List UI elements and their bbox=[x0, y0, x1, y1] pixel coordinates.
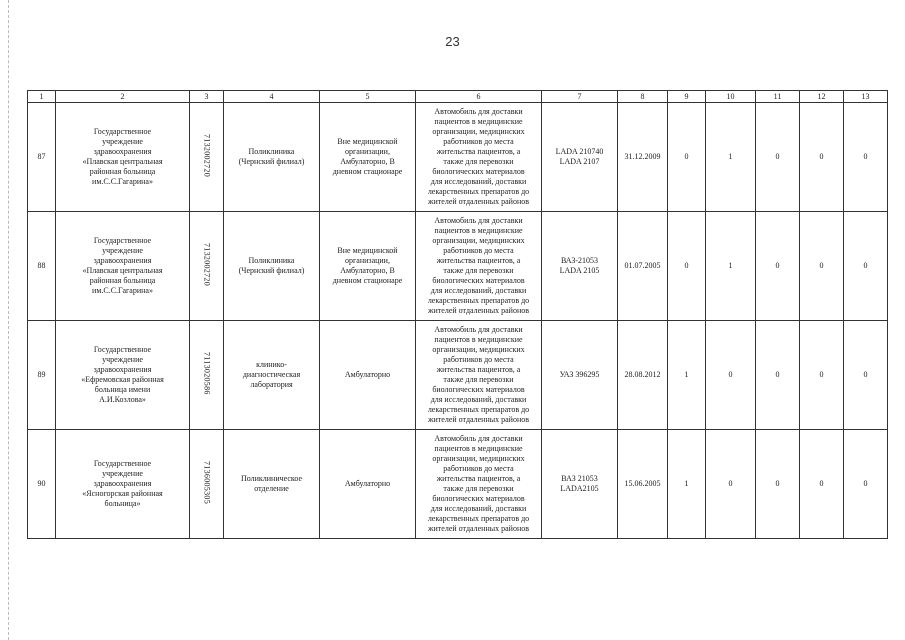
organization-name: Государственное учреждение здравоохранения «Плавская центральная районная больница им.С.С.Гагарина» bbox=[56, 103, 190, 212]
row-number: 89 bbox=[28, 321, 56, 430]
count-col-10: 0 bbox=[706, 321, 756, 430]
organization-name: Государственное учреждение здравоохранения «Плавская центральная районная больница им.С.С.Гагарина» bbox=[56, 212, 190, 321]
count-col-11: 0 bbox=[756, 321, 800, 430]
count-col-13: 0 bbox=[844, 212, 888, 321]
issue-date: 15.06.2005 bbox=[618, 430, 668, 539]
page-number: 23 bbox=[445, 34, 460, 49]
issue-date: 01.07.2005 bbox=[618, 212, 668, 321]
count-col-9: 1 bbox=[668, 430, 706, 539]
inn-cell bbox=[190, 321, 224, 430]
header-cell: 8 bbox=[618, 91, 668, 103]
issue-date: 28.08.2012 bbox=[618, 321, 668, 430]
count-col-11: 0 bbox=[756, 430, 800, 539]
count-col-10: 1 bbox=[706, 103, 756, 212]
count-col-13: 0 bbox=[844, 430, 888, 539]
header-cell: 11 bbox=[756, 91, 800, 103]
vehicles-table bbox=[27, 90, 888, 539]
header-cell: 5 bbox=[320, 91, 416, 103]
department: клинико- диагностическая лаборатория bbox=[224, 321, 320, 430]
inn-cell bbox=[190, 212, 224, 321]
department: Поликлиника (Чернский филиал) bbox=[224, 212, 320, 321]
inn-cell bbox=[190, 430, 224, 539]
vehicle-purpose: Автомобиль для доставки пациентов в медицинские организации, медицинских работников до места жительства пациентов, а также для перевозки биологических материалов для исследований, доставки лекарственных препаратов до жителей отдаленных районов bbox=[416, 212, 542, 321]
header-cell: 13 bbox=[844, 91, 888, 103]
count-col-13: 0 bbox=[844, 103, 888, 212]
row-number: 87 bbox=[28, 103, 56, 212]
header-cell: 7 bbox=[542, 91, 618, 103]
count-col-12: 0 bbox=[800, 321, 844, 430]
header-row bbox=[28, 91, 888, 103]
organization-name: Государственное учреждение здравоохранения «Ефремовская районная больница имени А.И.Козлова» bbox=[56, 321, 190, 430]
inn-code: 7132002720 bbox=[202, 134, 212, 177]
table-row bbox=[28, 212, 888, 321]
department: Поликлиническое отделение bbox=[224, 430, 320, 539]
header-cell: 3 bbox=[190, 91, 224, 103]
count-col-12: 0 bbox=[800, 430, 844, 539]
table-row bbox=[28, 321, 888, 430]
vehicle-purpose: Автомобиль для доставки пациентов в медицинские организации, медицинских работников до места жительства пациентов, а также для перевозки биологических материалов для исследований, доставки лекарственных препаратов до жителей отдаленных районов bbox=[416, 103, 542, 212]
header-cell: 12 bbox=[800, 91, 844, 103]
vehicle-model: УАЗ 396295 bbox=[542, 321, 618, 430]
count-col-11: 0 bbox=[756, 212, 800, 321]
inn-code: 7136005305 bbox=[202, 461, 212, 504]
issue-date: 31.12.2009 bbox=[618, 103, 668, 212]
table-row bbox=[28, 103, 888, 212]
header-cell: 10 bbox=[706, 91, 756, 103]
inn-code: 7132002720 bbox=[202, 243, 212, 286]
vehicle-model: LADA 210740 LADA 2107 bbox=[542, 103, 618, 212]
vehicle-model: ВАЗ 21053 LADA2105 bbox=[542, 430, 618, 539]
vehicle-purpose: Автомобиль для доставки пациентов в медицинские организации, медицинских работников до места жительства пациентов, а также для перевозки биологических материалов для исследований, доставки лекарственных препаратов до жителей отдаленных районов bbox=[416, 430, 542, 539]
count-col-9: 0 bbox=[668, 212, 706, 321]
department: Поликлиника (Чернский филиал) bbox=[224, 103, 320, 212]
header-cell: 4 bbox=[224, 91, 320, 103]
count-col-12: 0 bbox=[800, 103, 844, 212]
header-cell: 1 bbox=[28, 91, 56, 103]
header-cell: 2 bbox=[56, 91, 190, 103]
row-number: 90 bbox=[28, 430, 56, 539]
count-col-12: 0 bbox=[800, 212, 844, 321]
care-conditions: Амбулаторно bbox=[320, 321, 416, 430]
vehicle-model: ВАЗ-21053 LADA 2105 bbox=[542, 212, 618, 321]
table-row bbox=[28, 430, 888, 539]
count-col-13: 0 bbox=[844, 321, 888, 430]
count-col-9: 1 bbox=[668, 321, 706, 430]
count-col-9: 0 bbox=[668, 103, 706, 212]
count-col-10: 1 bbox=[706, 212, 756, 321]
care-conditions: Вне медицинской организации, Амбулаторно, В дневном стационаре bbox=[320, 103, 416, 212]
margin-line bbox=[8, 0, 9, 640]
count-col-10: 0 bbox=[706, 430, 756, 539]
count-col-11: 0 bbox=[756, 103, 800, 212]
header-cell: 9 bbox=[668, 91, 706, 103]
organization-name: Государственное учреждение здравоохранения «Ясногорская районная больница» bbox=[56, 430, 190, 539]
vehicle-purpose: Автомобиль для доставки пациентов в медицинские организации, медицинских работников до места жительства пациентов, а также для перевозки биологических материалов для исследований, доставки лекарственных препаратов до жителей отдаленных районов bbox=[416, 321, 542, 430]
inn-cell bbox=[190, 103, 224, 212]
header-cell: 6 bbox=[416, 91, 542, 103]
row-number: 88 bbox=[28, 212, 56, 321]
care-conditions: Вне медицинской организации, Амбулаторно, В дневном стационаре bbox=[320, 212, 416, 321]
care-conditions: Амбулаторно bbox=[320, 430, 416, 539]
inn-code: 7113020586 bbox=[202, 352, 212, 395]
